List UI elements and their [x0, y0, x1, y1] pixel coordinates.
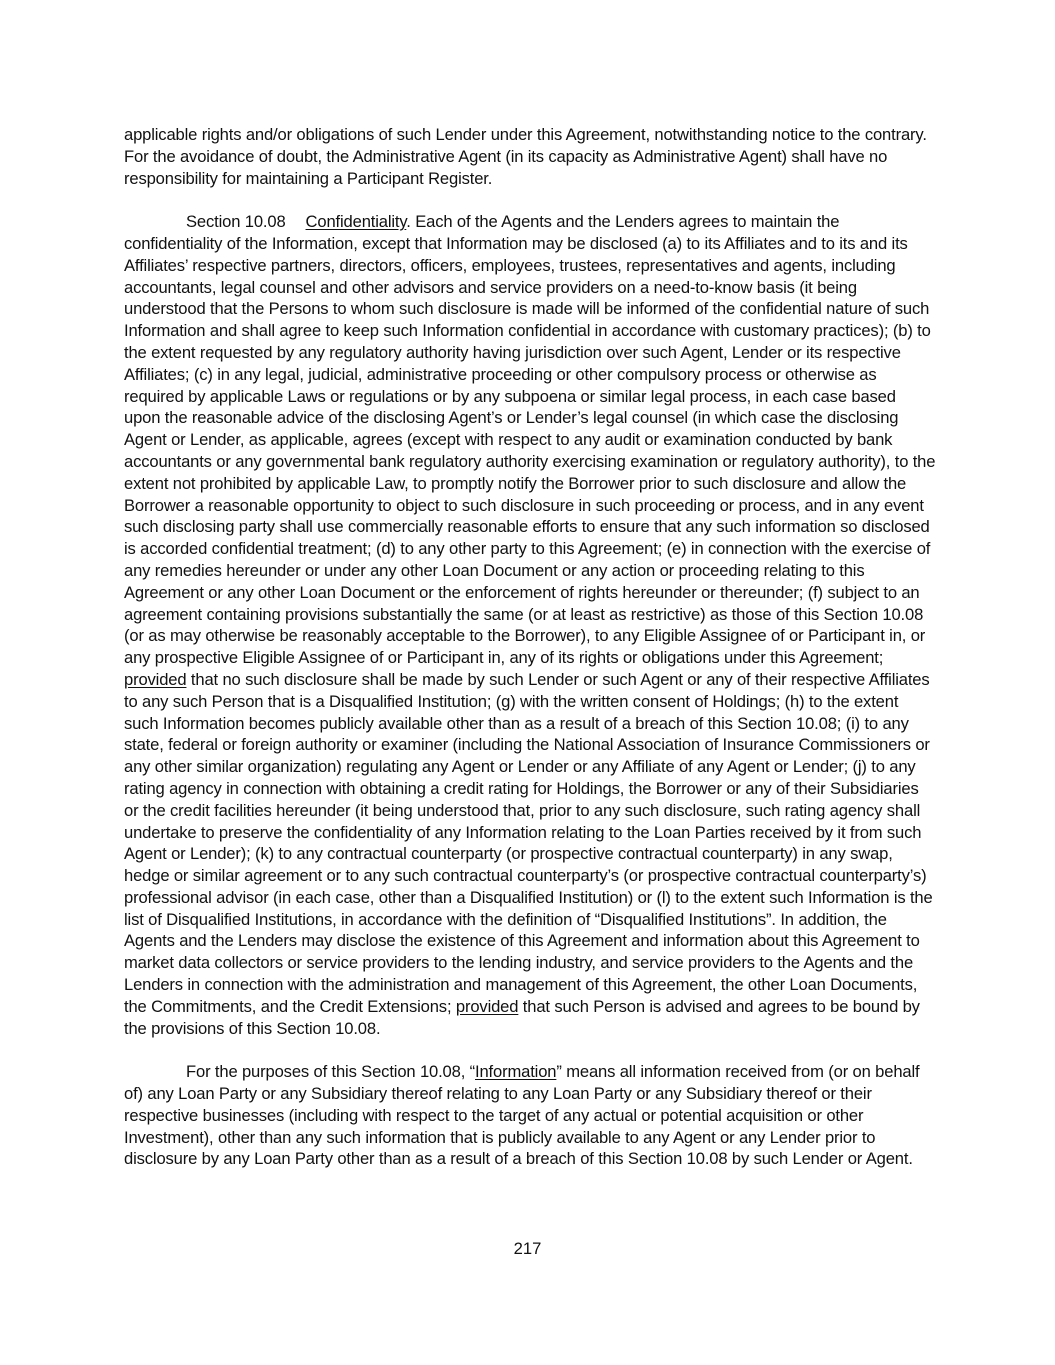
defined-term-information: Information — [475, 1062, 557, 1082]
section-body-part-3: that such Person is advised and agrees to be bound by the provisions of this Section 10.08. — [124, 996, 920, 1038]
page-number: 217 — [513, 1239, 542, 1258]
document-page — [124, 124, 936, 1170]
definition-body: ” means all information received from (or on behalf of) any Loan Party or any Subsidiary thereof relating to any Loan Party or any Subsidiary thereof or their respective businesses (including with respect to the target of any actual or potential acquisition or other Investment), other than any such information that is publicly available to any Agent or any Lender prior to disclosure by any Loan Party other than as a result of a breach of this Section 10.08 by such Lender or Agent. — [124, 1062, 920, 1169]
paragraph-participant-register: applicable rights and/or obligations of such Lender under this Agreement, notwithstanding notice to the contrary. For the avoidance of doubt, the Administrative Agent (in its capacity as Administrative Agent) shall have no responsibility for maintaining a Participant Register. — [124, 125, 927, 188]
section-heading-period: . — [406, 212, 411, 232]
section-body-part-1: Each of the Agents and the Lenders agrees to maintain the confidentiality of the Information, except that Information may be disclosed (a) to its Affiliates and to its and its Affiliates’ respective partners, directors, officers, employees, trustees, representatives and agents, including accountants, legal counsel and other advisors and service providers on a need-to-know basis (it being understood that the Persons to whom such disclosure is made will be informed of the confidential nature of such Information and shall agree to keep such Information confidential in accordance with customary practices); (b) to the extent requested by any regulatory authority having jurisdiction over such Agent, Lender or its respective Affiliates; (c) in any legal, judicial, administrative proceeding or other compulsory process or otherwise as required by applicable Laws or regulations or by any subpoena or similar legal process, in each case based upon the reasonable advice of the disclosing Agent’s or Lender’s legal counsel (in which case the disclosing Agent or Lender, as applicable, agrees (except with respect to any audit or examination conducted by bank accountants or any governmental bank regulatory authority exercising examination or regulatory authority), to the extent not prohibited by applicable Law, to promptly notify the Borrower prior to such disclosure and allow the Borrower a reasonable opportunity to object to such disclosure in such proceeding or process, and in any event such disclosing party shall use commercially reasonable efforts to ensure that any such information so disclosed is accorded confidential treatment; (d) to any other party to this Agreement; (e) in connection with the exercise of any remedies hereunder or under any other Loan Document or any action or proceeding relating to this Agreement or any other Loan Document or the enforcement of rights hereunder or thereunder; (f) subject to an agreement containing provisions substantially the same (or at least as restrictive) as those of this Section 10.08 (or as may otherwise be reasonably acceptable to the Borrower), to any Eligible Assignee of or Participant in, or any prospective Eligible Assignee of or Participant in, any of its rights or obligations under this Agreement; — [124, 212, 936, 668]
section-body-part-2: that no such disclosure shall be made by such Lender or such Agent or any of their respective Affiliates to any such Person that is a Disqualified Institution; (g) with the written consent of Holdings; (h) to the extent such Information becomes publicly available other than as a result of a breach of this Section 10.08; (i) to any state, federal or foreign authority or examiner (including the National Association of Insurance Commissioners or any other similar organization) regulating any Agent or Lender or any Affiliate of any Agent or Lender; (j) to any rating agency in connection with obtaining a credit rating for Holdings, the Borrower or any of their Subsidiaries or the credit facilities hereunder (it being understood that, prior to any such disclosure, such rating agency shall undertake to preserve the confidentiality of any Information relating to the Loan Parties received by it from such Agent or Lender); (k) to any contractual counterparty (or prospective contractual counterparty) in any swap, hedge or similar agreement or to any such contractual counterparty’s (or prospective contractual counterparty’s) professional advisor (in each case, other than a Disqualified Institution) or (l) to the extent such Information is the list of Disqualified Institutions, in accordance with the definition of “Disqualified Institutions”. In addition, the Agents and the Lenders may disclose the existence of this Agreement and information about this Agreement to market data collectors or service providers to the lending industry, and service providers to the Agents and the Lenders in connection with the administration and management of this Agreement, the other Loan Documents, the Commitments, and the Credit Extensions; — [124, 669, 933, 1016]
provided-term-2: provided — [455, 996, 519, 1016]
definition-lead: For the purposes of this Section 10.08, “ — [186, 1062, 476, 1082]
provided-term-1: provided — [124, 669, 187, 689]
section-number: Section 10.08 — [186, 212, 286, 232]
section-heading: Confidentiality — [305, 212, 407, 232]
section-10-08-confidentiality — [124, 211, 936, 1039]
information-definition-paragraph — [124, 1061, 936, 1170]
